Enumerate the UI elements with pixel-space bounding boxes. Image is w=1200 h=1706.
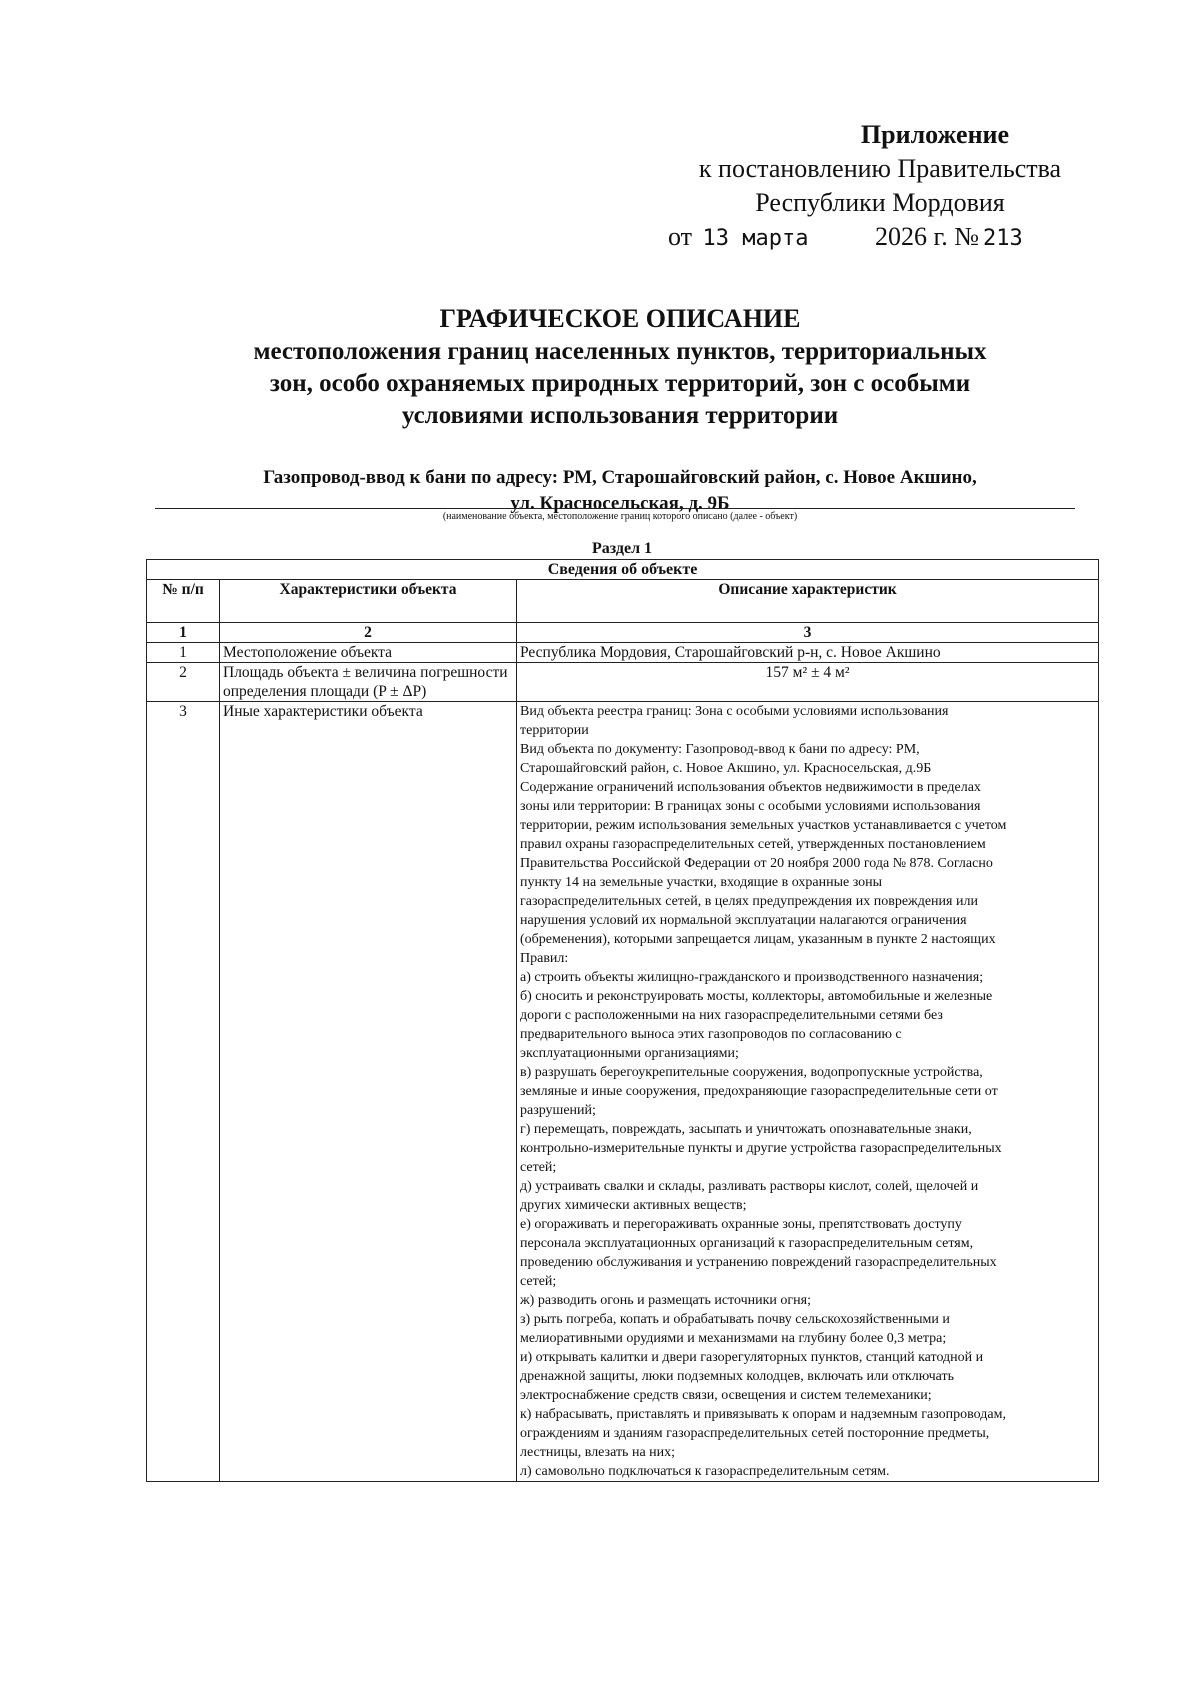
table-row bbox=[147, 702, 1099, 1482]
object-hint: (наименование объекта, местоположение границ которого описано (далее - объект) bbox=[442, 511, 798, 522]
object-info-table bbox=[146, 559, 1099, 1482]
document-title: ГРАФИЧЕСКОЕ ОПИСАНИЕ bbox=[439, 304, 801, 333]
description-line: з) рыть погреба, копать и обрабатывать почву сельскохозяйственными и bbox=[520, 1312, 950, 1327]
description-line: территории, режим использования земельных участков устанавливается с учетом bbox=[520, 818, 1007, 833]
description-line: л) самовольно подключаться к газораспределительным сетям. bbox=[520, 1464, 890, 1479]
description-line: в) разрушать берегоукрепительные сооружения, водопропускные устройства, bbox=[520, 1065, 983, 1080]
description-line: контрольно-измерительные пункты и другие устройства газораспределительных bbox=[520, 1141, 1002, 1156]
column-number-2: 2 bbox=[220, 623, 517, 643]
description-line: ж) разводить огонь и размещать источники огня; bbox=[520, 1293, 811, 1308]
appendix-line-1: к постановлению Правительства bbox=[698, 154, 1062, 183]
header-number: № п/п bbox=[147, 580, 220, 623]
description-line: дренажной защиты, люки подземных колодцев, включать или отключать bbox=[520, 1369, 955, 1384]
description-line: б) сносить и реконструировать мосты, коллекторы, автомобильные и железные bbox=[520, 989, 993, 1004]
table-row bbox=[147, 643, 1099, 663]
description-line: и) открывать калитки и двери газорегуляторных пунктов, станций катодной и bbox=[520, 1350, 984, 1365]
description-line: (обременения), которыми запрещается лицам, указанным в пункте 2 настоящих bbox=[520, 932, 996, 947]
description-line: дороги с расположенными на них газораспределительными сетями без bbox=[520, 1008, 943, 1023]
column-number-1: 1 bbox=[147, 623, 220, 643]
date-value: 13 марта bbox=[702, 226, 809, 251]
object-underline bbox=[155, 508, 1075, 509]
row-number: 1 bbox=[147, 643, 220, 663]
object-name-line-1: Газопровод-ввод к бани по адресу: РМ, Старошайговский район, с. Новое Акшино, bbox=[263, 467, 977, 488]
description-line: газораспределительных сетей, в целях предупреждения их повреждения или bbox=[520, 894, 978, 909]
row-number: 3 bbox=[147, 702, 220, 1482]
description-line: ограждениям и зданиям газораспределительных сетей посторонние предметы, bbox=[520, 1426, 990, 1441]
column-number-row bbox=[147, 623, 1099, 643]
description-line: земляные и иные сооружения, предохраняющие газораспределительные сети от bbox=[520, 1084, 998, 1099]
description-line: предварительного выноса этих газопроводов по согласованию с bbox=[520, 1027, 902, 1042]
description-line: е) огораживать и перегораживать охранные зоны, препятствовать доступу bbox=[520, 1217, 962, 1232]
document-number: 213 bbox=[983, 226, 1023, 251]
column-number-3: 3 bbox=[517, 623, 1099, 643]
year-number-label: 2026 г. № bbox=[875, 222, 980, 251]
description-line: зоны или территории: В границах зоны с особыми условиями использования bbox=[520, 799, 981, 814]
document-subtitle-1: местоположения границ населенных пунктов, территориальных bbox=[253, 338, 987, 365]
description-line: электроснабжение средств связи, освещения и систем телемеханики; bbox=[520, 1388, 932, 1403]
object-name-line-2: ул. Красносельская, д. 9Б bbox=[510, 493, 730, 514]
description-line: других химически активных веществ; bbox=[520, 1198, 747, 1213]
description-line: сетей; bbox=[520, 1160, 557, 1175]
description-line: правил охраны газораспределительных сетей, утвержденных постановлением bbox=[520, 837, 986, 852]
document-subtitle-2: зон, особо охраняемых природных территорий, зон с особыми bbox=[269, 370, 971, 397]
table-row bbox=[147, 663, 1099, 702]
description-line: Старошайговский район, с. Новое Акшино, ул. Красносельская, д.9Б bbox=[520, 761, 932, 776]
row-number: 2 bbox=[147, 663, 220, 702]
description-line: Вид объекта реестра границ: Зона с особыми условиями использования bbox=[520, 704, 949, 719]
appendix-title: Приложение bbox=[860, 120, 1010, 149]
table-caption: Сведения об объекте bbox=[147, 560, 1099, 580]
section-title: Раздел 1 bbox=[591, 540, 653, 557]
description-line: пункту 14 на земельные участки, входящие в охранные зоны bbox=[520, 875, 883, 890]
description-line: нарушения условий их нормальной эксплуатации налагаются ограничения bbox=[520, 913, 967, 928]
date-prefix: от bbox=[668, 222, 693, 251]
description-line: Правил: bbox=[520, 951, 569, 966]
description-line: Содержание ограничений использования объектов недвижимости в пределах bbox=[520, 780, 981, 795]
row-characteristic: Иные характеристики объекта bbox=[220, 702, 517, 1482]
description-line: персонала эксплуатационных организаций к газораспределительным сетям, bbox=[520, 1236, 974, 1251]
row-description: Республика Мордовия, Старошайговский р-н, с. Новое Акшино bbox=[517, 643, 1099, 663]
table-caption-row bbox=[147, 560, 1099, 580]
row-characteristic: Площадь объекта ± величина погрешности определения площади (P ± ΔP) bbox=[220, 663, 517, 702]
document-heading bbox=[130, 302, 1110, 432]
description-line: Правительства Российской Федерации от 20 ноября 2000 года № 878. Согласно bbox=[520, 856, 993, 871]
description-line: территории bbox=[520, 723, 589, 738]
appendix-date-line bbox=[660, 220, 1100, 256]
description-line: мелиоративными орудиями и механизмами на глубину более 0,3 метра; bbox=[520, 1331, 947, 1346]
description-line: лестницы, влезать на них; bbox=[520, 1445, 676, 1460]
appendix-block bbox=[660, 118, 1100, 256]
row-characteristic: Местоположение объекта bbox=[220, 643, 517, 663]
header-description: Описание характеристик bbox=[517, 580, 1099, 623]
description-line: эксплуатационными организациями; bbox=[520, 1046, 739, 1061]
description-line: сетей; bbox=[520, 1274, 557, 1289]
description-line: проведению обслуживания и устранению повреждений газораспределительных bbox=[520, 1255, 997, 1270]
appendix-line-2: Республики Мордовия bbox=[755, 188, 1005, 217]
row-description bbox=[517, 702, 1099, 1482]
document-subtitle-3: условиями использования территории bbox=[401, 402, 839, 429]
description-line: д) устраивать свалки и склады, разливать растворы кислот, солей, щелочей и bbox=[520, 1179, 979, 1194]
description-line: к) набрасывать, приставлять и привязывать к опорам и надземным газопроводам, bbox=[520, 1407, 1006, 1422]
description-line: разрушений; bbox=[520, 1103, 596, 1118]
object-name bbox=[150, 465, 1090, 517]
description-line: а) строить объекты жилищно-гражданского и производственного назначения; bbox=[520, 970, 984, 985]
description-line: г) перемещать, повреждать, засыпать и уничтожать опознавательные знаки, bbox=[520, 1122, 972, 1137]
table-header-row bbox=[147, 580, 1099, 623]
header-characteristic: Характеристики объекта bbox=[220, 580, 517, 623]
description-line: Вид объекта по документу: Газопровод-ввод к бани по адресу: РМ, bbox=[520, 742, 920, 757]
row-description: 157 м² ± 4 м² bbox=[517, 663, 1099, 702]
